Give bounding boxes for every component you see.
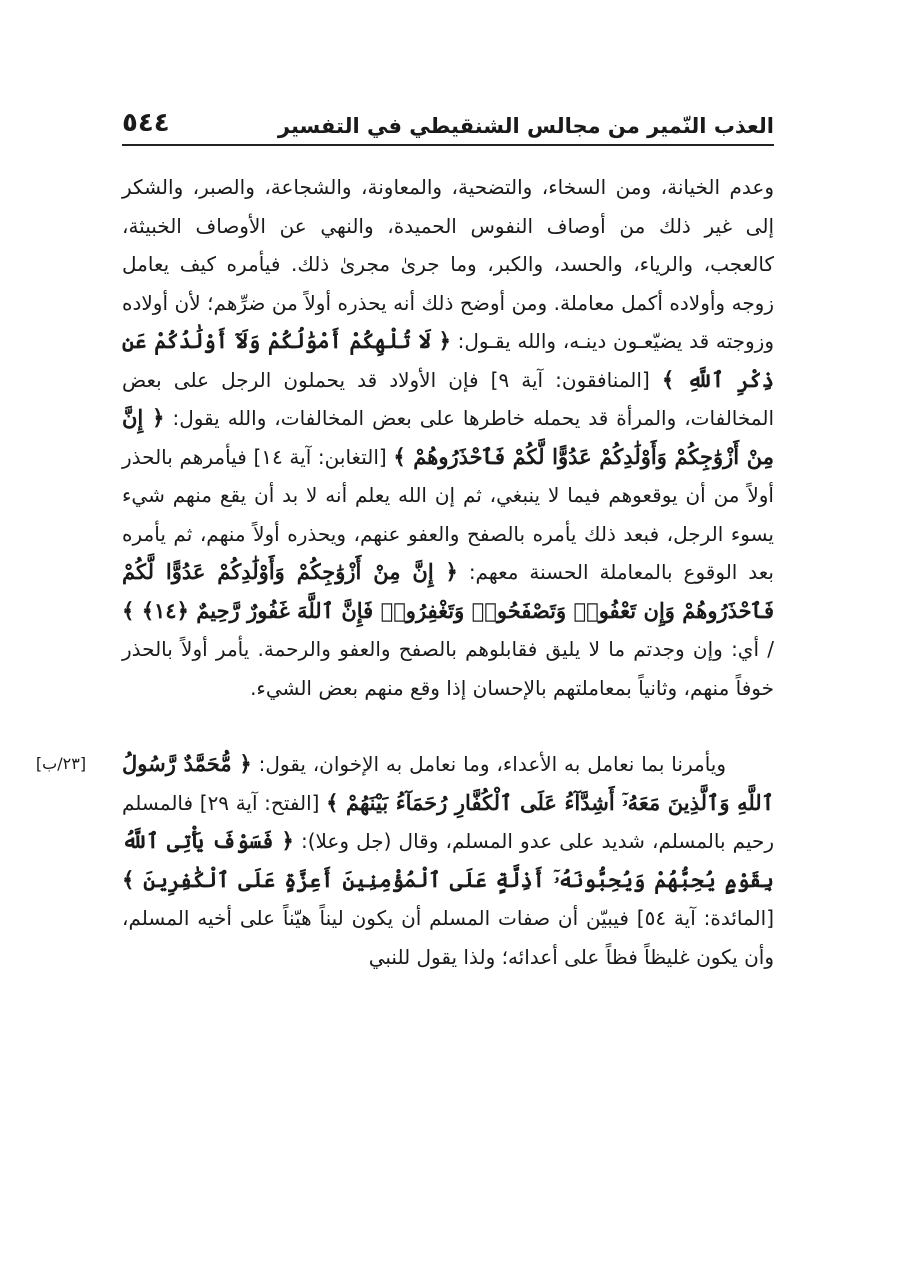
verse-reference: [المنافقون: آية ٩] [490,367,650,392]
quran-verse: ﴿ فَسَوْفَ يَأْتِى ٱللَّهُ بِقَوْمٍ يُحِبُّهُمْ وَيُحِبُّونَهُۥٓ أَذِلَّةٍ عَلَى ٱلْمُؤْمِنِينَ أَعِزَّةٍ عَلَى ٱلْكَٰفِرِينَ ﴾ [122,828,774,892]
verse-reference: [المائدة: آية ٥٤] [636,906,775,930]
quran-verse: ﴿ إِنَّ مِنْ أَزْوَٰجِكُمْ وَأَوْلَٰدِكُمْ عَدُوًّا لَّكُمْ فَٱحْذَرُوهُمْ ﴾ [122,405,774,469]
text-segment: فالمسلم رحيم بالمسلم، شديد على عدو المسلم، وقال (جل وعلا): [122,790,775,853]
text-segment: فيأمرهم بالحذر أولاً من أن يوقعوهم فيما لا ينبغي، ثم إن الله يعلم أنه لا بد أن يقع منهم شيء يسوء الرجل، فبعد ذلك يأمره بالصفح والعفو عنهم، ويحذره أولاً منهم، ثم يأمره بعد الوقوع بالمعاملة الحسنة معهم: [122,444,775,584]
verse-reference: [الفتح: آية ٢٩] [199,790,320,815]
quran-verse: ﴿ إِنَّ مِنْ أَزْوَٰجِكُمْ وَأَوْلَٰدِكُمْ عَدُوًّا لَّكُمْ فَٱحْذَرُوهُمْ وَإِن تَعْفُوا۟ وَتَصْفَحُوا۟ وَتَغْفِرُوا۟ فَإِنَّ ٱللَّهَ غَفُورٌ رَّحِيمٌ ﴿١٤﴾ ﴾ [122,559,774,623]
verse-reference: [التغابن: آية ١٤] [253,444,387,469]
text-segment: ويأمرنا بما نعامل به الأعداء، وما نعامل به الإخوان، يقول: [258,752,727,776]
quran-verse: ﴿ لَا تُلْهِكُمْ أَمْوَٰلُكُمْ وَلَآ أَوْلَٰدُكُمْ عَن ذِكْرِ ٱللَّهِ ﴾ [122,328,775,392]
text-segment: فيبيّن أن صفات المسلم أن يكون ليناً هيّناً على أخيه المسلم، وأن يكون غليظاً فظاً على أعدائه؛ ولذا يقول للنبي [122,906,774,969]
text-segment: / أي: وإن وجدتم ما لا يليق فقابلوهم بالصفح والعفو والرحمة. يأمر أولاً بالحذر خوفاً منهم، وثانياً بمعاملتهم بالإحسان إذا وقع منهم بعض الشيء. [122,637,774,700]
book-title: العذب النّمير من مجالس الشنقيطي في التفسير [277,114,774,138]
quran-verse: ﴿ مُّحَمَّدٌ رَّسُولُ ٱللَّهِ وَٱلَّذِينَ مَعَهُۥٓ أَشِدَّآءُ عَلَى ٱلْكُفَّارِ رُحَمَآءُ بَيْنَهُمْ ﴾ [122,751,774,815]
paragraph-1 [122,168,774,707]
page-header [122,98,774,146]
paragraph-2 [122,745,774,976]
page-body [122,168,774,976]
text-segment: فإن الأولاد قد يحملون الرجل على بعض المخالفات، والمرأة قد يحمله خاطرها على بعض المخالفات، والله يقول: [122,367,775,430]
margin-folio-note: [٢٣/ب] [35,754,87,773]
page-number: ٥٤٤ [122,108,170,138]
text-segment: وعدم الخيانة، ومن السخاء، والتضحية، والمعاونة، والشجاعة، والصبر، والشكر إلى غير ذلك من أوصاف النفوس الحميدة، والنهي عن الأوصاف الخبيثة، كالعجب، والرياء، والحسد، والكبر، وما جرىٰ مجرىٰ ذلك. فيأمره كيف يعامل زوجه وأولاده أكمل معاملة. ومن أوضح ذلك أنه يحذره أولاً من ضرِّهم؛ لأن أولاده وزوجته قد يضيّعـون دينـه، والله يقـول: [122,175,775,353]
